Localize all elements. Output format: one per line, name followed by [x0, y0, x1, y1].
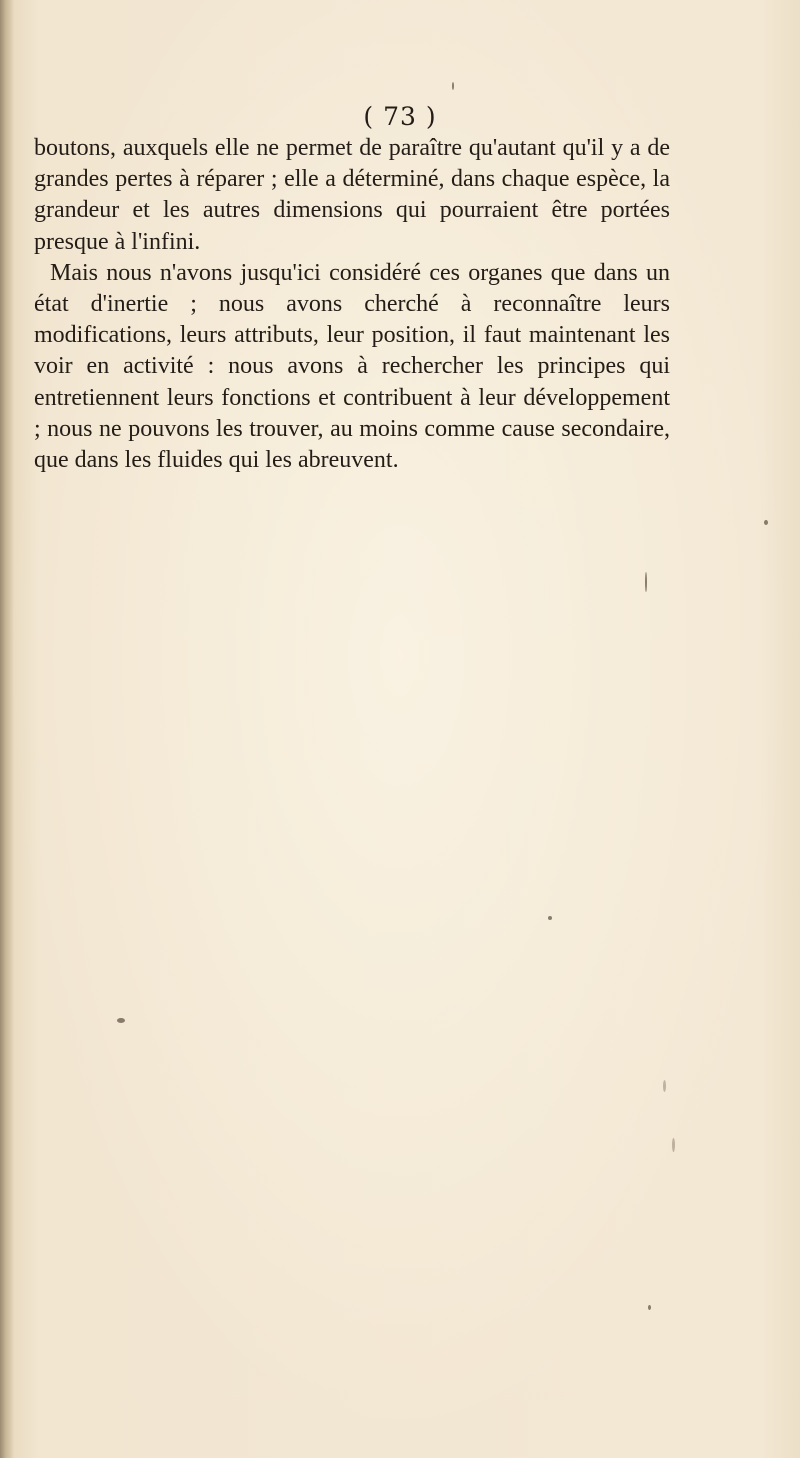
paragraph-continuation: boutons, auxquels elle ne permet de paraître qu'autant qu'il y a de grandes pertes à réparer ; elle a déterminé, dans chaque espèce, la grandeur et les autres dimensions qui pourraient être portées presque à l'infini.	[34, 135, 670, 255]
page-number: ( 73 )	[363, 102, 437, 131]
page-binding-edge	[0, 0, 14, 1458]
body-text	[34, 133, 670, 476]
paragraph: Mais nous n'avons jusqu'ici considéré ces organes que dans un état d'inertie ; nous avons cherché à reconnaître leurs modifications, leurs attributs, leur position, il faut maintenant les voir en activité : nous avons à rechercher les principes qui entretiennent leurs fonctions et contribuent à leur développement ; nous ne pouvons les trouver, au moins comme cause secondaire, que dans les fluides qui les abreuvent.	[34, 259, 670, 474]
ink-speck	[672, 1138, 675, 1152]
ink-speck	[645, 572, 647, 592]
ink-speck	[548, 916, 552, 920]
ink-speck	[648, 1305, 651, 1310]
ink-speck	[117, 1018, 125, 1023]
ink-speck	[764, 520, 768, 525]
ink-speck	[663, 1080, 666, 1092]
ink-speck	[452, 82, 454, 90]
